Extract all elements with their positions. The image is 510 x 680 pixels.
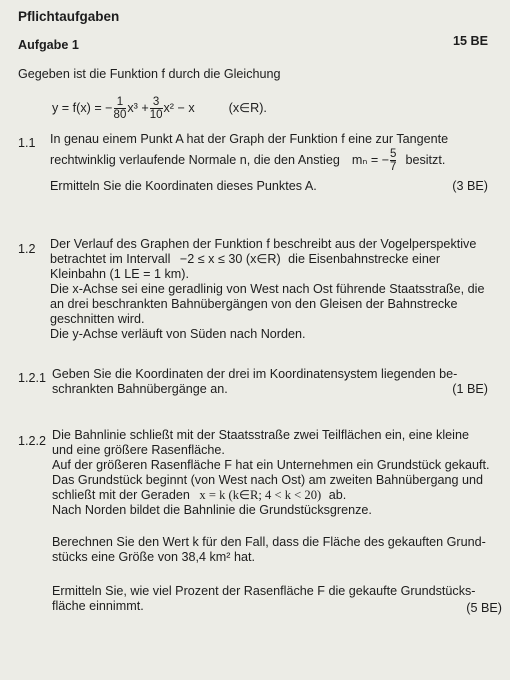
task-1-2-line-2 xyxy=(50,252,440,267)
task-1-2-line-6: geschnitten wird. xyxy=(50,312,145,326)
slope-lhs: mₙ = − xyxy=(351,152,390,167)
intro-text: Gegeben ist die Funktion f durch die Gleichung xyxy=(18,67,281,81)
fraction-denominator: 10 xyxy=(149,108,163,121)
task-1-2-2-para-3-line-1: Ermitteln Sie, wie viel Prozent der Rasenfläche F die gekaufte Grundstücks- xyxy=(52,584,476,598)
task-number-1-1: 1.1 xyxy=(18,136,36,150)
task-1-1-points: (3 BE) xyxy=(452,179,488,193)
task-1-2-2-para-2-line-1: Berechnen Sie den Wert k für den Fall, dass die Fläche des gekauften Grund- xyxy=(52,535,486,549)
task-1-1-line-1: In genau einem Punkt A hat der Graph der Funktion f eine zur Tangente xyxy=(50,132,449,146)
task-1-2-2-line-6: Nach Norden bildet die Bahnlinie die Grundstücksgrenze. xyxy=(52,503,372,517)
equation-term-x2: x² − x xyxy=(163,100,195,115)
task-number-1-2: 1.2 xyxy=(18,242,36,256)
task-1-1-line-2-end: besitzt. xyxy=(405,152,446,167)
task-1-2-2-line-3: Auf der größeren Rasenfläche F hat ein Unternehmen ein Grundstück gekauft. xyxy=(52,458,490,472)
fraction-denominator: 80 xyxy=(113,108,127,121)
slope-fraction xyxy=(390,148,396,173)
task-1-2-line-2-end: die Eisenbahnstrecke einer xyxy=(288,252,441,266)
task-1-1-line-3: Ermitteln Sie die Koordinaten dieses Punktes A. xyxy=(50,179,317,193)
task-1-2-line-2-text: betrachtet im Intervall xyxy=(50,252,171,266)
task-1-2-line-3: Kleinbahn (1 LE = 1 km). xyxy=(50,267,189,281)
interval: −2 ≤ x ≤ 30 (x∈R) xyxy=(179,252,281,266)
task-1-2-line-7: Die y-Achse verläuft von Süden nach Norden. xyxy=(50,327,306,341)
task-1-2-2-para-3-line-2: fläche einnimmt. xyxy=(52,599,144,613)
line-equation: x = k (k∈R; 4 < k < 20) xyxy=(199,488,322,502)
task-1-2-2-para-2-line-2: stücks eine Größe von 38,4 km² hat. xyxy=(52,550,255,564)
fraction-numerator: 5 xyxy=(390,147,397,160)
task-1-2-2-line-2: und eine größere Rasenfläche. xyxy=(52,443,225,457)
task-1-2-2-line-1: Die Bahnlinie schließt mit der Staatsstraße zwei Teilflächen ein, eine kleine xyxy=(52,428,469,442)
task-1-2-line-4: Die x-Achse sei eine geradlinig von West nach Ost führende Staatsstraße, die xyxy=(50,282,485,296)
task-1-2-2-points: (5 BE) xyxy=(466,601,502,615)
page-title: Pflichtaufgaben xyxy=(18,9,120,24)
task-number-1-2-2: 1.2.2 xyxy=(18,434,47,448)
task-1-2-2-line-5-text: schließt mit der Geraden xyxy=(52,488,190,502)
task-1-2-line-1: Der Verlauf des Graphen der Funktion f beschreibt aus der Vogelperspektive xyxy=(50,237,477,251)
task-1-2-2-line-5 xyxy=(52,488,346,503)
fraction-3-10 xyxy=(150,96,163,121)
task-1-2-1-line-1: Geben Sie die Koordinaten der drei im Koordinatensystem liegenden be- xyxy=(52,367,458,381)
task-1-2-1-points: (1 BE) xyxy=(452,382,488,396)
fraction-denominator: 7 xyxy=(390,160,397,173)
equation-domain: (x∈R). xyxy=(228,100,267,115)
aufgabe-points: 15 BE xyxy=(452,34,488,48)
task-1-2-2-line-4: Das Grundstück beginnt (von West nach Ost) am zweiten Bahnübergang und xyxy=(52,473,483,487)
fraction-numerator: 3 xyxy=(152,95,160,108)
task-1-2-line-5: an drei beschrankten Bahnübergängen von den Gleisen der Bahnstrecke xyxy=(50,297,458,311)
equation-term-x3: x³ + xyxy=(127,100,149,115)
task-1-1-line-2 xyxy=(50,149,445,171)
function-equation xyxy=(52,93,267,123)
fraction-numerator: 1 xyxy=(116,95,124,108)
task-1-2-1-line-2: schrankten Bahnübergänge an. xyxy=(52,382,228,396)
equation-lhs: y = f(x) = − xyxy=(52,100,113,115)
task-1-2-2-line-5-end: ab. xyxy=(328,488,347,502)
task-1-1-line-2-text: rechtwinklig verlaufende Normale n, die den Anstieg xyxy=(50,152,340,167)
aufgabe-label: Aufgabe 1 xyxy=(18,38,79,52)
fraction-1-80 xyxy=(114,96,127,121)
task-number-1-2-1: 1.2.1 xyxy=(18,371,47,385)
